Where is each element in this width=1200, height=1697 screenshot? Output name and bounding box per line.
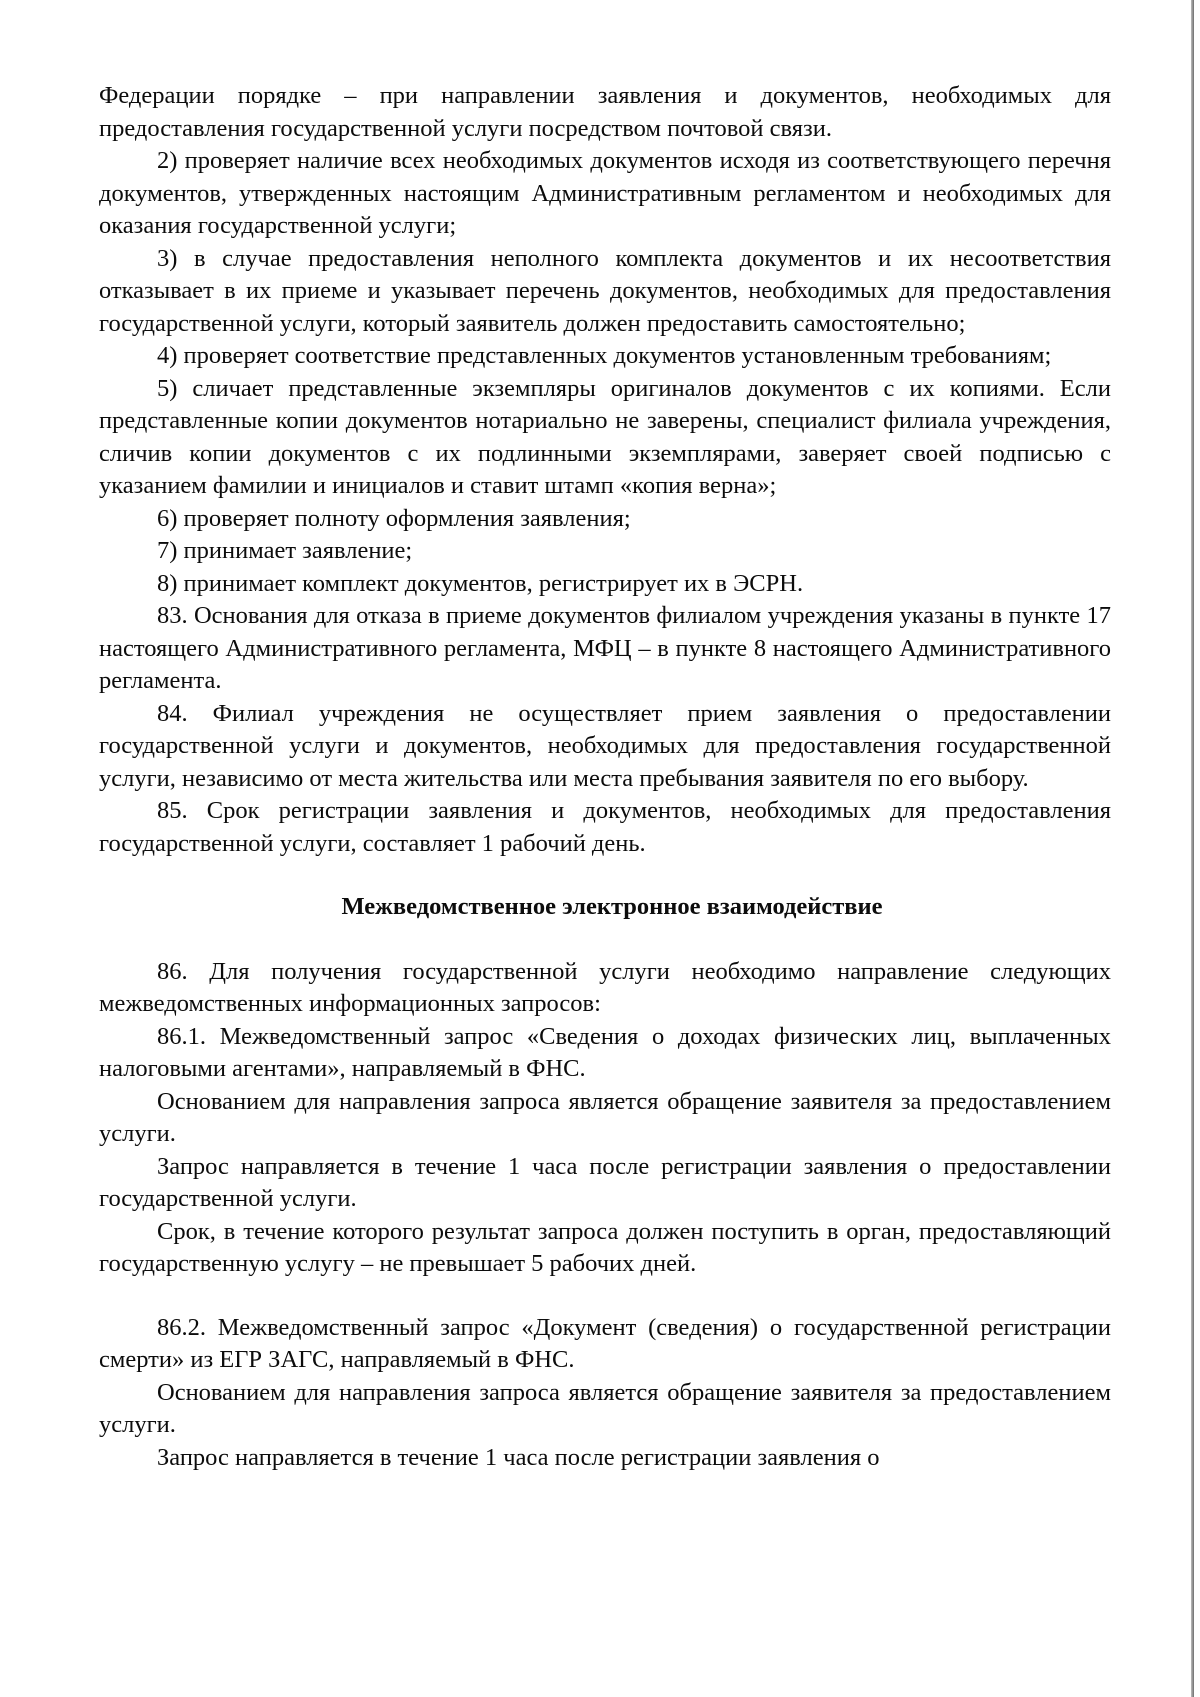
paragraph-83: 83. Основания для отказа в приеме документов филиалом учреждения указаны в пункте 17 настоящего Административного регламента, МФЦ – в пункте 8 настоящего Административного регламента.	[99, 602, 1111, 694]
paragraph-86-1-term: Срок, в течение которого результат запроса должен поступить в орган, предоставляющий государственную услугу – не превышает 5 рабочих дней.	[99, 1217, 1111, 1277]
paragraph-86-1-basis: Основанием для направления запроса является обращение заявителя за предоставлением услуги.	[99, 1087, 1111, 1147]
paragraph-86-1: 86.1. Межведомственный запрос «Сведения о доходах физических лиц, выплаченных налоговыми агентами», направляемый в ФНС.	[99, 1022, 1111, 1082]
scan-edge	[1191, 0, 1194, 1697]
paragraph-item-4: 4) проверяет соответствие представленных документов установленным требованиям;	[157, 342, 1052, 369]
paragraph-item-2: 2) проверяет наличие всех необходимых документов исходя из соответствующего перечня документов, утвержденных настоящим Административным регламентом и необходимых для оказания государственной услуги;	[99, 147, 1111, 239]
paragraph-item-5: 5) сличает представленные экземпляры оригиналов документов с их копиями. Если представленные копии документов нотариально не заверены, специалист филиала учреждения, сличив копии документов с их подлинными экземплярами, заверяет своей подписью с указанием фамилии и инициалов и ставит штамп «копия верна»;	[99, 374, 1111, 499]
paragraph-84: 84. Филиал учреждения не осуществляет прием заявления о предоставлении государственной услуги и документов, необходимых для предоставления государственной услуги, независимо от места жительства или места пребывания заявителя по его выбору.	[99, 699, 1111, 792]
paragraph-item-6: 6) проверяет полноту оформления заявления;	[157, 504, 631, 532]
paragraph-continuation: Федерации порядке – при направлении заявления и документов, необходимых для предоставления государственной услуги посредством почтовой связи.	[99, 82, 1111, 142]
paragraph-86-2: 86.2. Межведомственный запрос «Документ (сведения) о государственной регистрации смерти» из ЕГР ЗАГС, направляемый в ФНС.	[99, 1313, 1111, 1373]
paragraph-86-1-sent: Запрос направляется в течение 1 часа после регистрации заявления о предоставлении государственной услуги.	[99, 1152, 1111, 1212]
paragraph-item-8: 8) принимает комплект документов, регистрирует их в ЭСРН.	[157, 569, 804, 597]
paragraph-86: 86. Для получения государственной услуги необходимо направление следующих межведомственных информационных запросов:	[99, 957, 1111, 1017]
paragraph-item-7: 7) принимает заявление;	[157, 537, 413, 564]
paragraph-gap	[99, 1281, 1111, 1312]
paragraph-86-2-basis: Основанием для направления запроса является обращение заявителя за предоставлением услуги.	[99, 1378, 1111, 1438]
section-heading: Межведомственное электронное взаимодействие	[341, 893, 883, 920]
paragraph-item-3: 3) в случае предоставления неполного комплекта документов и их несоответствия отказывает в их приеме и указывает перечень документов, необходимых для предоставления государственной услуги, который заявитель должен предоставить самостоятельно;	[99, 244, 1111, 337]
document-body	[99, 80, 1111, 1474]
paragraph-86-2-sent: Запрос направляется в течение 1 часа после регистрации заявления о	[157, 1443, 880, 1471]
paragraph-85: 85. Срок регистрации заявления и документов, необходимых для предоставления государственной услуги, составляет 1 рабочий день.	[99, 797, 1111, 857]
